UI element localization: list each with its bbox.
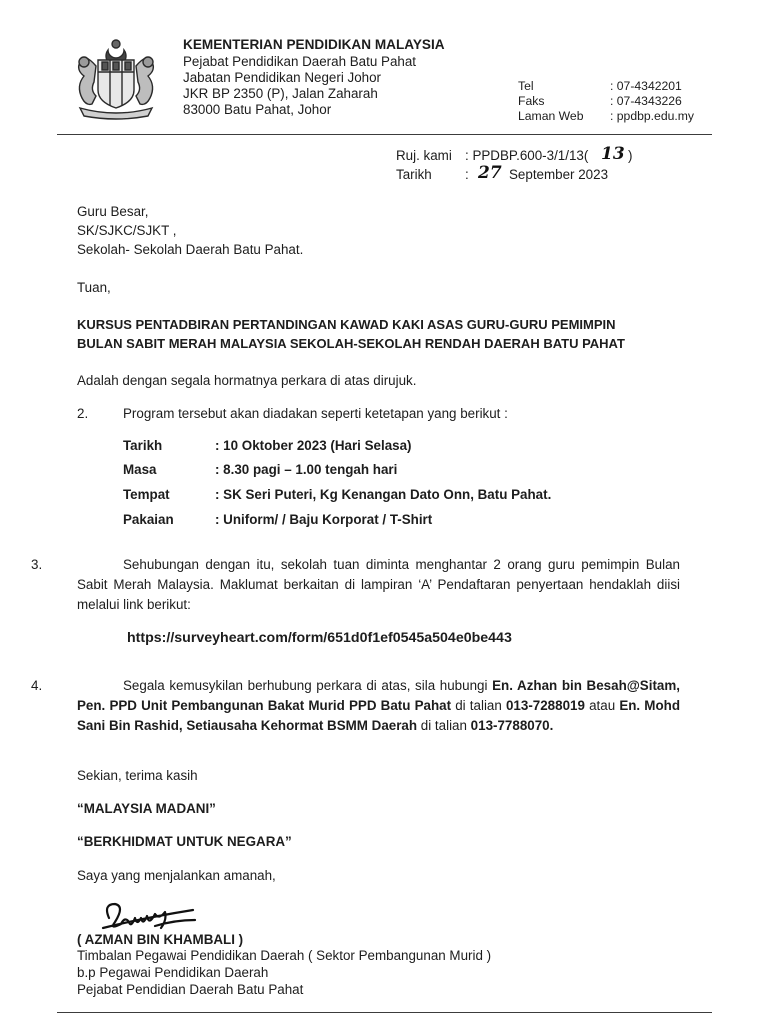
program-label: Tempat — [123, 487, 170, 502]
malaysia-coat-of-arms-logo — [68, 36, 164, 120]
footer-divider — [57, 1012, 712, 1013]
contact-person-1: En. Azhan bin Besah@Sitam, Pen. PPD Unit Pembangunan Bakat Murid PPD Batu Pahat — [77, 678, 680, 713]
contact-label: Laman Web — [518, 109, 584, 123]
signatory-title: Pejabat Pendidian Daerah Batu Pahat — [77, 982, 304, 997]
slogan: “MALAYSIA MADANI” — [77, 801, 216, 816]
date-month-year: September 2023 — [509, 167, 609, 182]
program-row — [123, 512, 643, 532]
program-label: Tarikh — [123, 438, 163, 453]
contact-label: Faks — [518, 94, 545, 108]
date-label: Tarikh — [396, 167, 432, 182]
address-line: Jabatan Pendidikan Negeri Johor — [183, 70, 382, 85]
contact-person-2: En. Mohd Sani Bin Rashid, Setiausaha Kehormat BSMM Daerah — [77, 698, 680, 733]
contact-value: : 07-4342201 — [610, 79, 682, 93]
section4-text: di talian — [417, 718, 471, 733]
intro-text: Adalah dengan segala hormatnya perkara di atas dirujuk. — [77, 373, 417, 388]
date-colon: : — [465, 167, 469, 182]
program-value: : 10 Oktober 2023 (Hari Selasa) — [215, 438, 412, 453]
program-row — [123, 462, 643, 482]
reference-label: Ruj. kami — [396, 148, 452, 163]
phone-number-1: 013-7288019 — [505, 698, 585, 713]
address-line: JKR BP 2350 (P), Jalan Zaharah — [183, 86, 378, 101]
recipient-line: SK/SJKC/SJKT , — [77, 223, 177, 238]
program-row — [123, 438, 643, 458]
section4-text: di talian — [451, 698, 506, 713]
section4-text: Segala kemusykilan berhubung perkara di atas, sila hubungi — [123, 678, 493, 693]
section3-paragraph — [31, 555, 680, 615]
recipient-line: Sekolah- Sekolah Daerah Batu Pahat. — [77, 242, 304, 257]
paragraph-number: 4. — [31, 678, 43, 693]
paragraph-number: 3. — [31, 557, 43, 572]
program-value: : SK Seri Puteri, Kg Kenangan Dato Onn, Batu Pahat. — [215, 487, 552, 502]
signatory-title: Timbalan Pegawai Pendidikan Daerah ( Sektor Pembangunan Murid ) — [77, 948, 492, 963]
section2-text: Program tersebut akan diadakan seperti ketetapan yang berikut : — [123, 406, 508, 421]
section4-paragraph — [31, 676, 680, 736]
signatory-title: b.p Pegawai Pendidikan Daerah — [77, 965, 269, 980]
address-line: 83000 Batu Pahat, Johor — [183, 102, 332, 117]
program-label: Masa — [123, 462, 157, 477]
subject-line: KURSUS PENTADBIRAN PERTANDINGAN KAWAD KAKI ASAS GURU-GURU PEMIMPIN — [77, 317, 616, 332]
program-details — [123, 438, 643, 538]
program-label: Pakaian — [123, 512, 174, 527]
program-value: : Uniform/ / Baju Korporat / T-Shirt — [215, 512, 433, 527]
program-row — [123, 487, 643, 507]
reference-number: : PPDBP.600-3/1/13( — [465, 148, 589, 163]
date-handwritten-day: 27 — [478, 163, 502, 183]
program-value: : 8.30 pagi – 1.00 tengah hari — [215, 462, 398, 477]
reference-handwritten-number: 13 — [601, 144, 625, 164]
salutation: Tuan, — [77, 280, 111, 295]
contact-label: Tel — [518, 79, 534, 93]
closing-text: Sekian, terima kasih — [77, 768, 198, 783]
signoff-text: Saya yang menjalankan amanah, — [77, 868, 276, 883]
subject-line: BULAN SABIT MERAH MALAYSIA SEKOLAH-SEKOLAH RENDAH DAERAH BATU PAHAT — [77, 336, 625, 351]
signatory-name: ( AZMAN BIN KHAMBALI ) — [77, 932, 244, 947]
paragraph-number: 2. — [77, 406, 89, 421]
reference-close: ) — [628, 148, 633, 163]
phone-number-2: 013-7788070. — [470, 718, 554, 733]
slogan: “BERKHIDMAT UNTUK NEGARA” — [77, 834, 292, 849]
contact-value: : ppdbp.edu.my — [610, 109, 695, 123]
section4-text: atau — [584, 698, 620, 713]
contact-value: : 07-4343226 — [610, 94, 682, 108]
registration-link[interactable]: https://surveyheart.com/form/651d0f1ef0545a504e0be443 — [127, 630, 512, 646]
recipient-line: Guru Besar, — [77, 204, 149, 219]
address-line: Pejabat Pendidikan Daerah Batu Pahat — [183, 54, 417, 69]
ministry-title: KEMENTERIAN PENDIDIKAN MALAYSIA — [183, 37, 445, 52]
section3-text: Sehubungan dengan itu, sekolah tuan diminta menghantar 2 orang guru pemimpin Bulan Sabit Merah Malaysia. Maklumat berkaitan di lampiran ‘A’ Pendaftaran penyertaan hendaklah diisi melalui link berikut: — [77, 557, 680, 612]
header-divider — [57, 134, 712, 135]
